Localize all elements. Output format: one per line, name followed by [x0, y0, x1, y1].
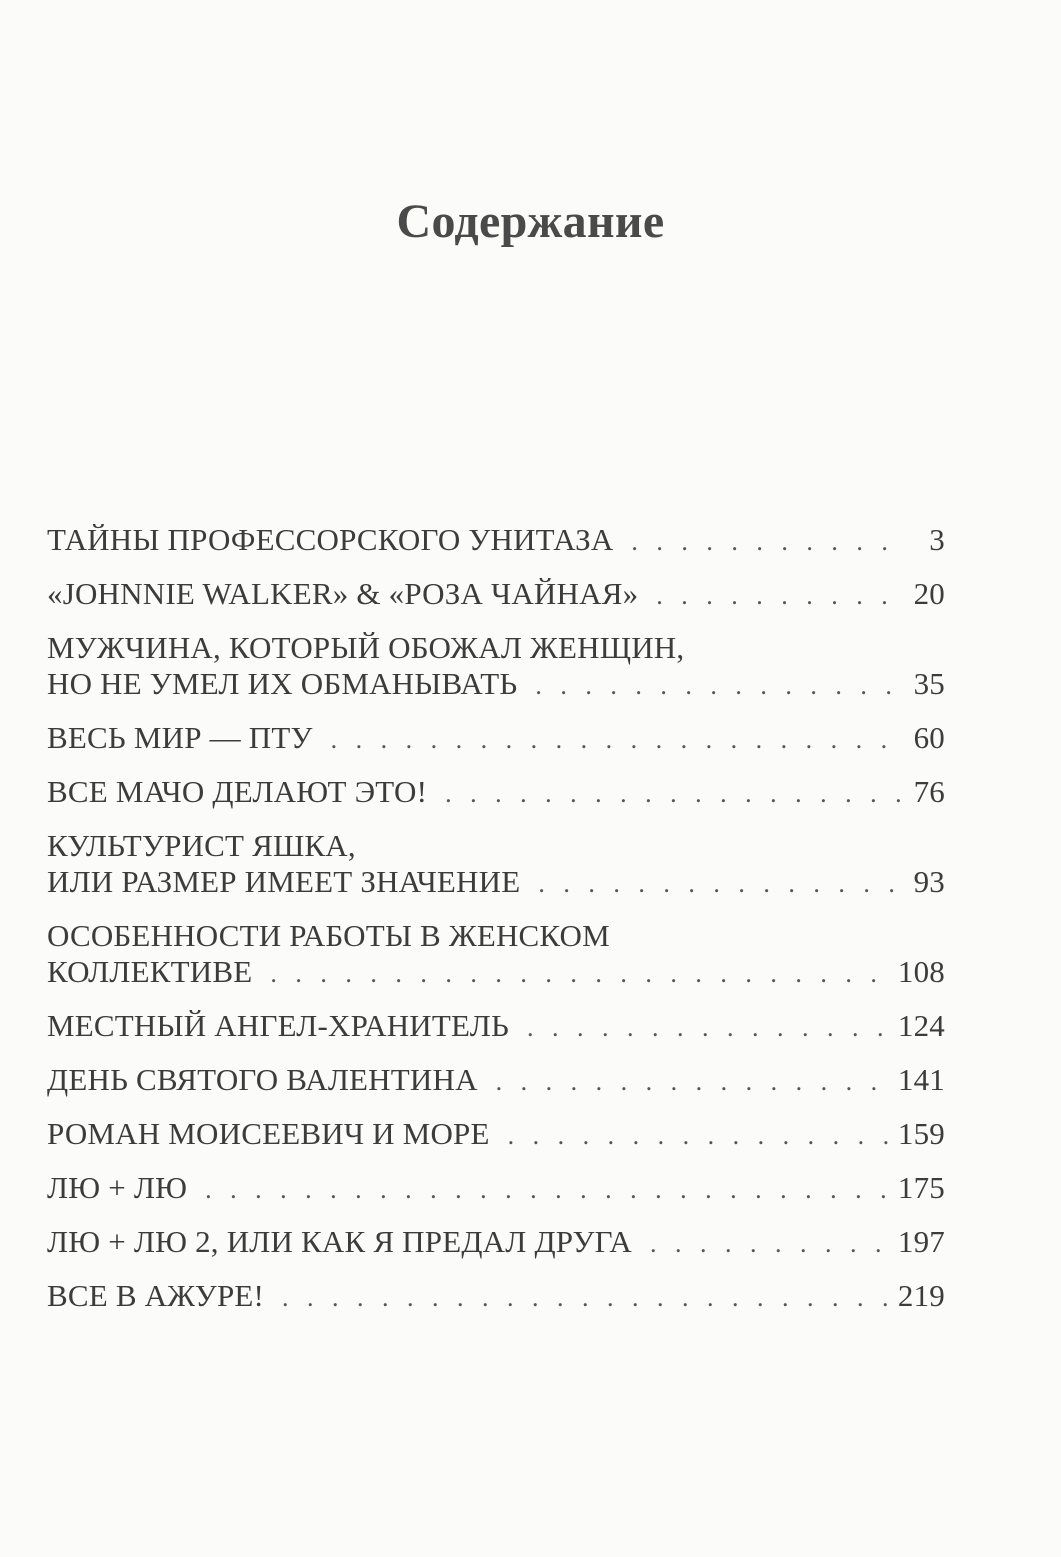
toc-entry-row: [47, 1116, 945, 1154]
toc-entry-title-line: ВСЕ В АЖУРЕ!: [47, 1278, 265, 1313]
toc-entry-title-line: РОМАН МОИСЕЕВИЧ И МОРЕ: [47, 1116, 490, 1151]
toc-entry-title-line: МЕСТНЫЙ АНГЕЛ-ХРАНИТЕЛЬ: [47, 1008, 509, 1043]
dot-leader: [331, 722, 904, 758]
toc-entry-title-line: МУЖЧИНА, КОТОРЫЙ ОБОЖАЛ ЖЕНЩИН,: [47, 630, 685, 665]
toc-page-number: 35: [913, 666, 945, 701]
toc-entry-title-line: ЛЮ + ЛЮ 2, ИЛИ КАК Я ПРЕДАЛ ДРУГА: [47, 1224, 632, 1259]
toc-entry[interactable]: [47, 522, 945, 560]
toc-entry[interactable]: [47, 1008, 945, 1046]
dot-leader: [527, 1010, 888, 1046]
toc-entry-row: [47, 864, 945, 902]
toc-page-number: 3: [929, 522, 945, 557]
toc-entry[interactable]: [47, 828, 945, 902]
toc-entry-title-line: ОСОБЕННОСТИ РАБОТЫ В ЖЕНСКОМ: [47, 918, 610, 953]
toc-entry-row: [47, 774, 945, 812]
toc-page-number: 20: [913, 576, 945, 611]
toc-page-number: 175: [897, 1170, 945, 1205]
toc-entry-title-line: ВЕСЬ МИР — ПТУ: [47, 720, 313, 755]
toc-entry[interactable]: [47, 918, 945, 992]
toc-entry-row: [47, 666, 945, 704]
toc-entry-title-line: ИЛИ РАЗМЕР ИМЕЕТ ЗНАЧЕНИЕ: [47, 864, 521, 899]
toc-entry[interactable]: [47, 630, 945, 704]
dot-leader: [205, 1172, 888, 1208]
toc-entry-row: [47, 1008, 945, 1046]
toc-entry-title-line: «JOHNNIE WALKER» & «РОЗА ЧАЙНАЯ»: [47, 576, 639, 611]
toc-page-number: 124: [897, 1008, 945, 1043]
toc-entry-title-line: НО НЕ УМЕЛ ИХ ОБМАНЫВАТЬ: [47, 666, 518, 701]
toc-entry-title-line: ТАЙНЫ ПРОФЕССОРСКОГО УНИТАЗА: [47, 522, 614, 557]
toc-entry[interactable]: [47, 1170, 945, 1208]
toc-entry-title-line: ДЕНЬ СВЯТОГО ВАЛЕНТИНА: [47, 1062, 478, 1097]
toc-page-number: 76: [913, 774, 945, 809]
toc-entry[interactable]: [47, 1278, 945, 1316]
toc-entry-row: [47, 954, 945, 992]
dot-leader: [538, 866, 903, 902]
toc-entry-title-line: КУЛЬТУРИСТ ЯШКА,: [47, 828, 356, 863]
toc-page-number: 108: [897, 954, 945, 989]
dot-leader: [656, 578, 903, 614]
toc-entry[interactable]: [47, 1116, 945, 1154]
toc-entry[interactable]: [47, 720, 945, 758]
dot-leader: [282, 1280, 888, 1316]
toc-entry-row: [47, 1062, 945, 1100]
toc-page-number: 60: [913, 720, 945, 755]
toc-page-number: 219: [897, 1278, 945, 1313]
toc-page-number: 159: [897, 1116, 945, 1151]
toc-entry-title-line: КОЛЛЕКТИВЕ: [47, 954, 253, 989]
page-title: Содержание: [396, 195, 665, 248]
dot-leader: [445, 776, 903, 812]
toc-entry-row: [47, 720, 945, 758]
dot-leader: [631, 524, 905, 560]
toc-entry[interactable]: [47, 1224, 945, 1262]
dot-leader: [270, 956, 888, 992]
dot-leader: [496, 1064, 888, 1100]
dot-leader: [508, 1118, 888, 1154]
toc-entry-title-line: ЛЮ + ЛЮ: [47, 1170, 188, 1205]
toc-page-number: 93: [913, 864, 945, 899]
toc-entry[interactable]: [47, 774, 945, 812]
dot-leader: [650, 1226, 888, 1262]
toc-entry-row: [47, 576, 945, 614]
toc-entry[interactable]: [47, 576, 945, 614]
toc-entry-title-line: ВСЕ МАЧО ДЕЛАЮТ ЭТО!: [47, 774, 428, 809]
toc-page-number: 141: [897, 1062, 945, 1097]
toc-entry-row: [47, 1278, 945, 1316]
toc-entry-row: [47, 1170, 945, 1208]
toc-entry[interactable]: [47, 1062, 945, 1100]
toc-entry-row: [47, 1224, 945, 1262]
toc-entry-row: [47, 522, 945, 560]
toc-page-number: 197: [897, 1224, 945, 1259]
dot-leader: [535, 668, 903, 704]
